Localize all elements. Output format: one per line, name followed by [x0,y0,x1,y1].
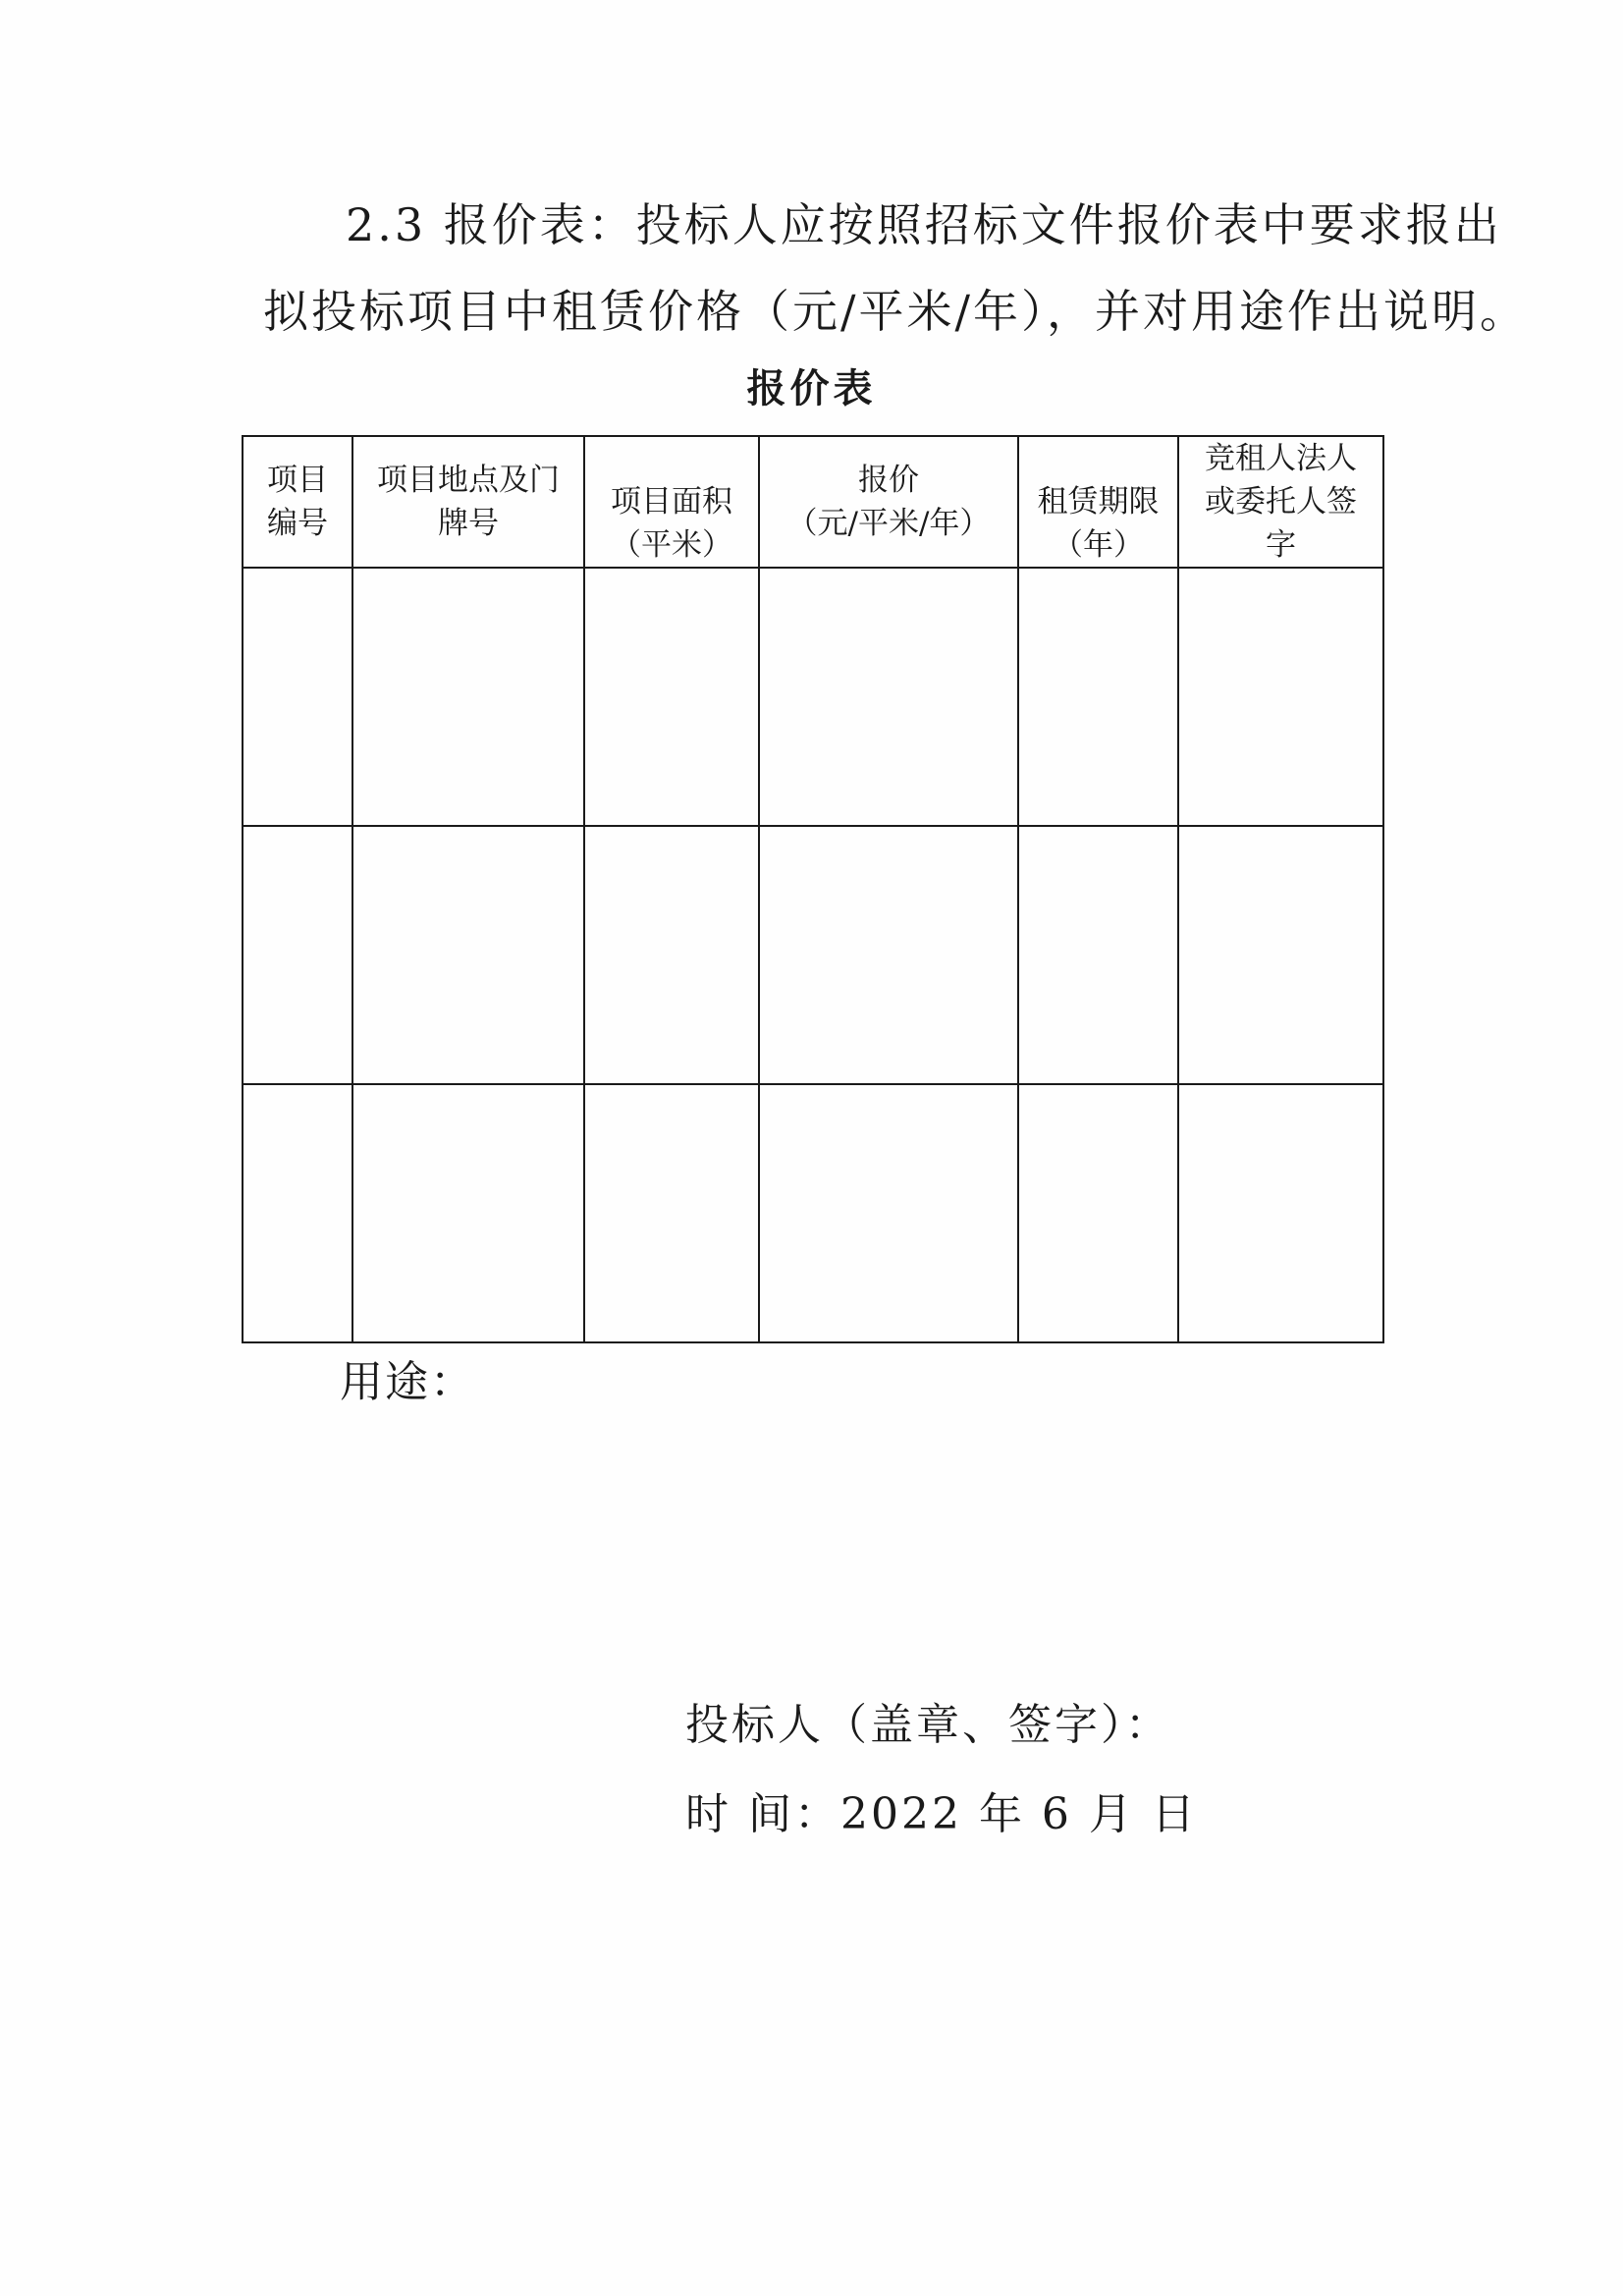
table-cell[interactable] [584,1084,759,1342]
table-cell[interactable] [352,826,584,1084]
table-row [243,1084,1383,1342]
header-signature: 竞租人法人 或委托人签 字 [1178,436,1383,568]
bidder-signature-line: 投标人（盖章、签字）： [685,1700,1171,1750]
table-cell[interactable] [1178,568,1383,826]
date-line: 时 间：2022 年 6 月 日 [685,1789,1198,1839]
table-row [243,568,1383,826]
table-cell[interactable] [584,826,759,1084]
table-cell[interactable] [352,568,584,826]
table-cell[interactable] [1178,1084,1383,1342]
table-title: 报价表 [746,366,877,411]
table-cell[interactable] [759,1084,1018,1342]
header-quote-price: 报价 （元/平米/年） [759,436,1018,568]
table-row [243,826,1383,1084]
header-item-area: 项目面积 （平米） [584,436,759,568]
paragraph-line-1: 2.3 报价表：投标人应按照招标文件报价表中要求报出 [346,198,1502,251]
table-cell[interactable] [243,826,352,1084]
table-cell[interactable] [759,826,1018,1084]
table-cell[interactable] [1018,1084,1178,1342]
paragraph-line-2: 拟投标项目中租赁价格（元/平米/年），并对用途作出说明。 [263,285,1528,338]
table-cell[interactable] [1178,826,1383,1084]
table-cell[interactable] [243,1084,352,1342]
header-lease-term: 租赁期限 （年） [1018,436,1178,568]
table-cell[interactable] [352,1084,584,1342]
table-cell[interactable] [584,568,759,826]
table-cell[interactable] [243,568,352,826]
header-item-number: 项目 编号 [243,436,352,568]
table-cell[interactable] [1018,826,1178,1084]
quotation-table [242,435,1384,1343]
usage-label: 用途： [340,1357,475,1407]
table-cell[interactable] [759,568,1018,826]
table-header-row [243,436,1383,568]
header-item-location: 项目地点及门 牌号 [352,436,584,568]
table-cell[interactable] [1018,568,1178,826]
